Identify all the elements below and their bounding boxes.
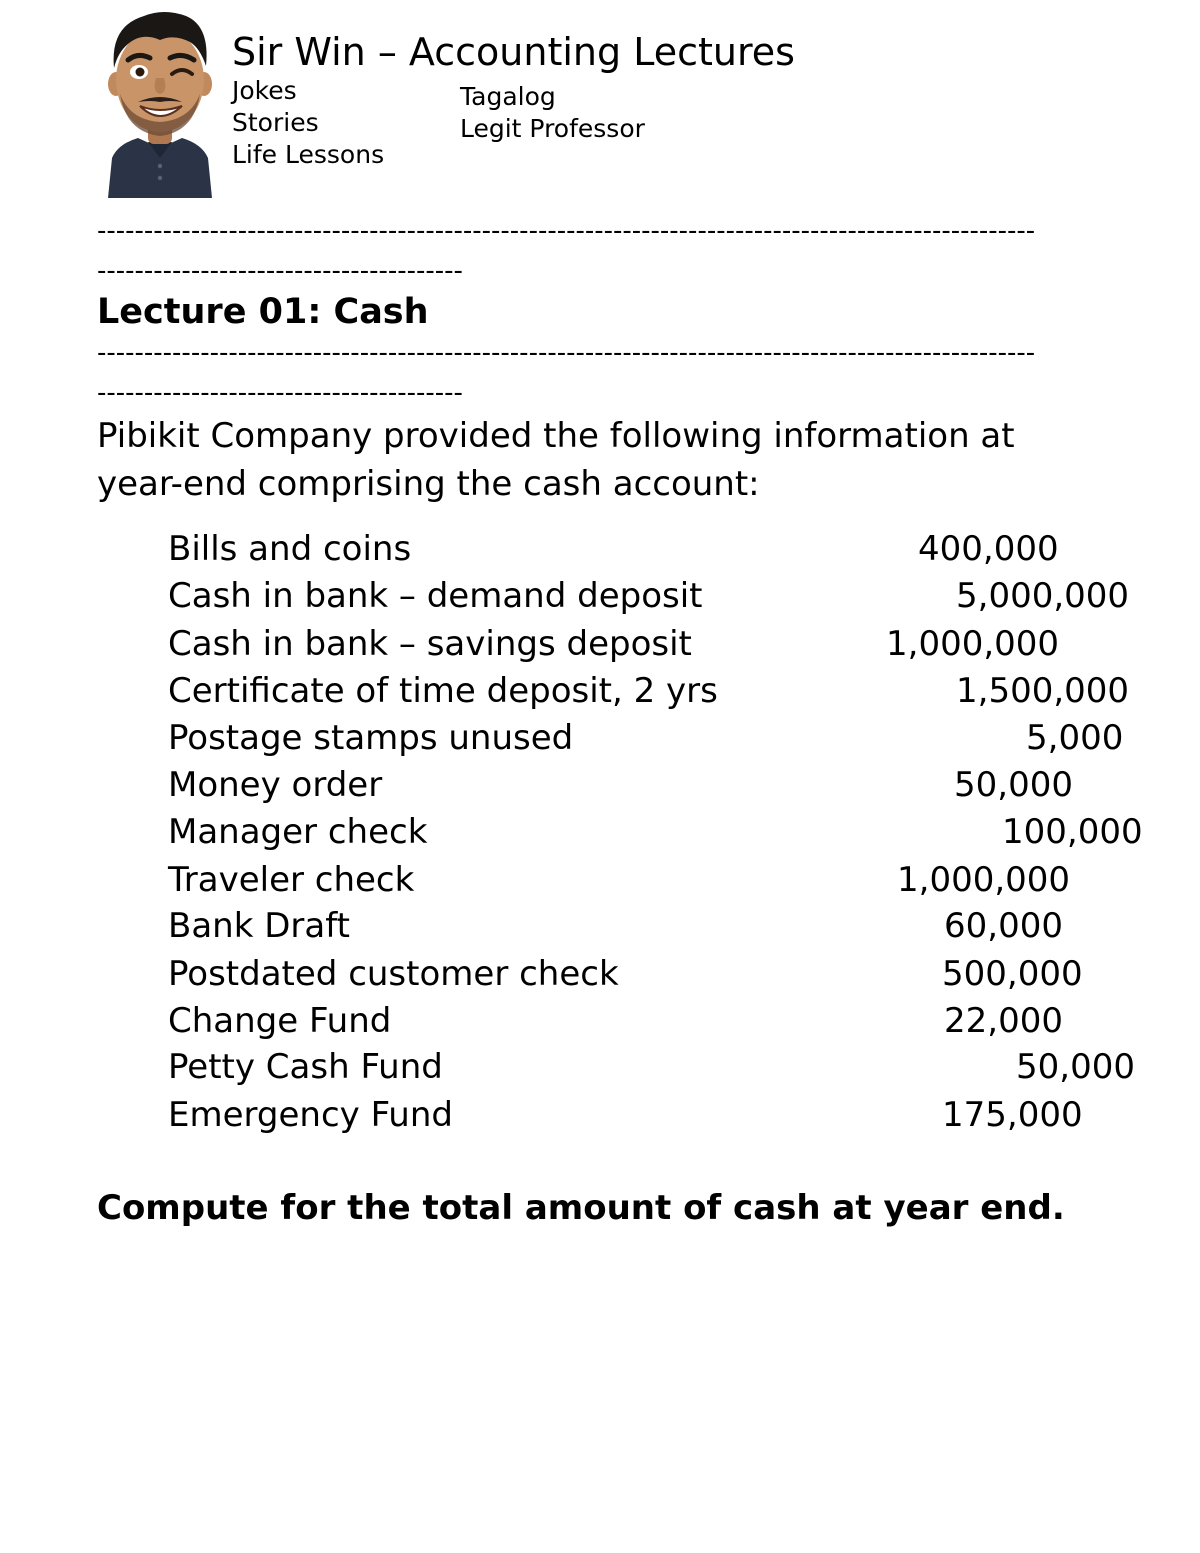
item-amount: 175,000 — [942, 1095, 1083, 1135]
item-label: Manager check — [168, 812, 428, 852]
item-amount: 5,000 — [1026, 718, 1124, 758]
item-label: Cash in bank – savings deposit — [168, 624, 692, 664]
item-amount: 60,000 — [944, 906, 1063, 946]
item-amount: 50,000 — [1016, 1047, 1135, 1087]
tag-stories: Stories — [232, 108, 319, 137]
divider-top-line-1: ---------------------------------------------------------------------------------------------------- — [97, 216, 1036, 246]
problem-question: Compute for the total amount of cash at year end. — [97, 1188, 1065, 1228]
item-label: Bills and coins — [168, 529, 412, 569]
divider-bottom-line-2: --------------------------------------- — [97, 378, 463, 408]
lecture-title: Lecture 01: Cash — [97, 292, 429, 332]
item-label: Emergency Fund — [168, 1095, 453, 1135]
item-label: Bank Draft — [168, 906, 350, 946]
item-label: Change Fund — [168, 1001, 392, 1041]
avatar-icon — [104, 8, 216, 198]
item-label: Traveler check — [168, 860, 415, 900]
tag-legit-professor: Legit Professor — [460, 114, 645, 143]
divider-top-line-2: --------------------------------------- — [97, 256, 463, 286]
item-label: Money order — [168, 765, 383, 805]
item-label: Postdated customer check — [168, 954, 619, 994]
tag-jokes: Jokes — [232, 76, 297, 105]
item-amount: 100,000 — [1002, 812, 1143, 852]
item-amount: 1,500,000 — [956, 671, 1130, 711]
item-label: Petty Cash Fund — [168, 1047, 443, 1087]
tag-life-lessons: Life Lessons — [232, 140, 385, 169]
item-label: Cash in bank – demand deposit — [168, 576, 703, 616]
item-amount: 400,000 — [918, 529, 1059, 569]
problem-intro: Pibikit Company provided the following information at year-end comprising the cash account: — [97, 416, 1015, 504]
item-amount: 5,000,000 — [956, 576, 1130, 616]
divider-bottom-line-1: ---------------------------------------------------------------------------------------------------- — [97, 338, 1036, 368]
item-label: Postage stamps unused — [168, 718, 574, 758]
item-label: Certificate of time deposit, 2 yrs — [168, 671, 718, 711]
item-amount: 1,000,000 — [886, 624, 1060, 664]
item-amount: 500,000 — [942, 954, 1083, 994]
item-amount: 1,000,000 — [897, 860, 1071, 900]
item-amount: 50,000 — [954, 765, 1073, 805]
channel-title: Sir Win – Accounting Lectures — [232, 30, 795, 74]
tag-tagalog: Tagalog — [460, 82, 556, 111]
item-amount: 22,000 — [944, 1001, 1063, 1041]
